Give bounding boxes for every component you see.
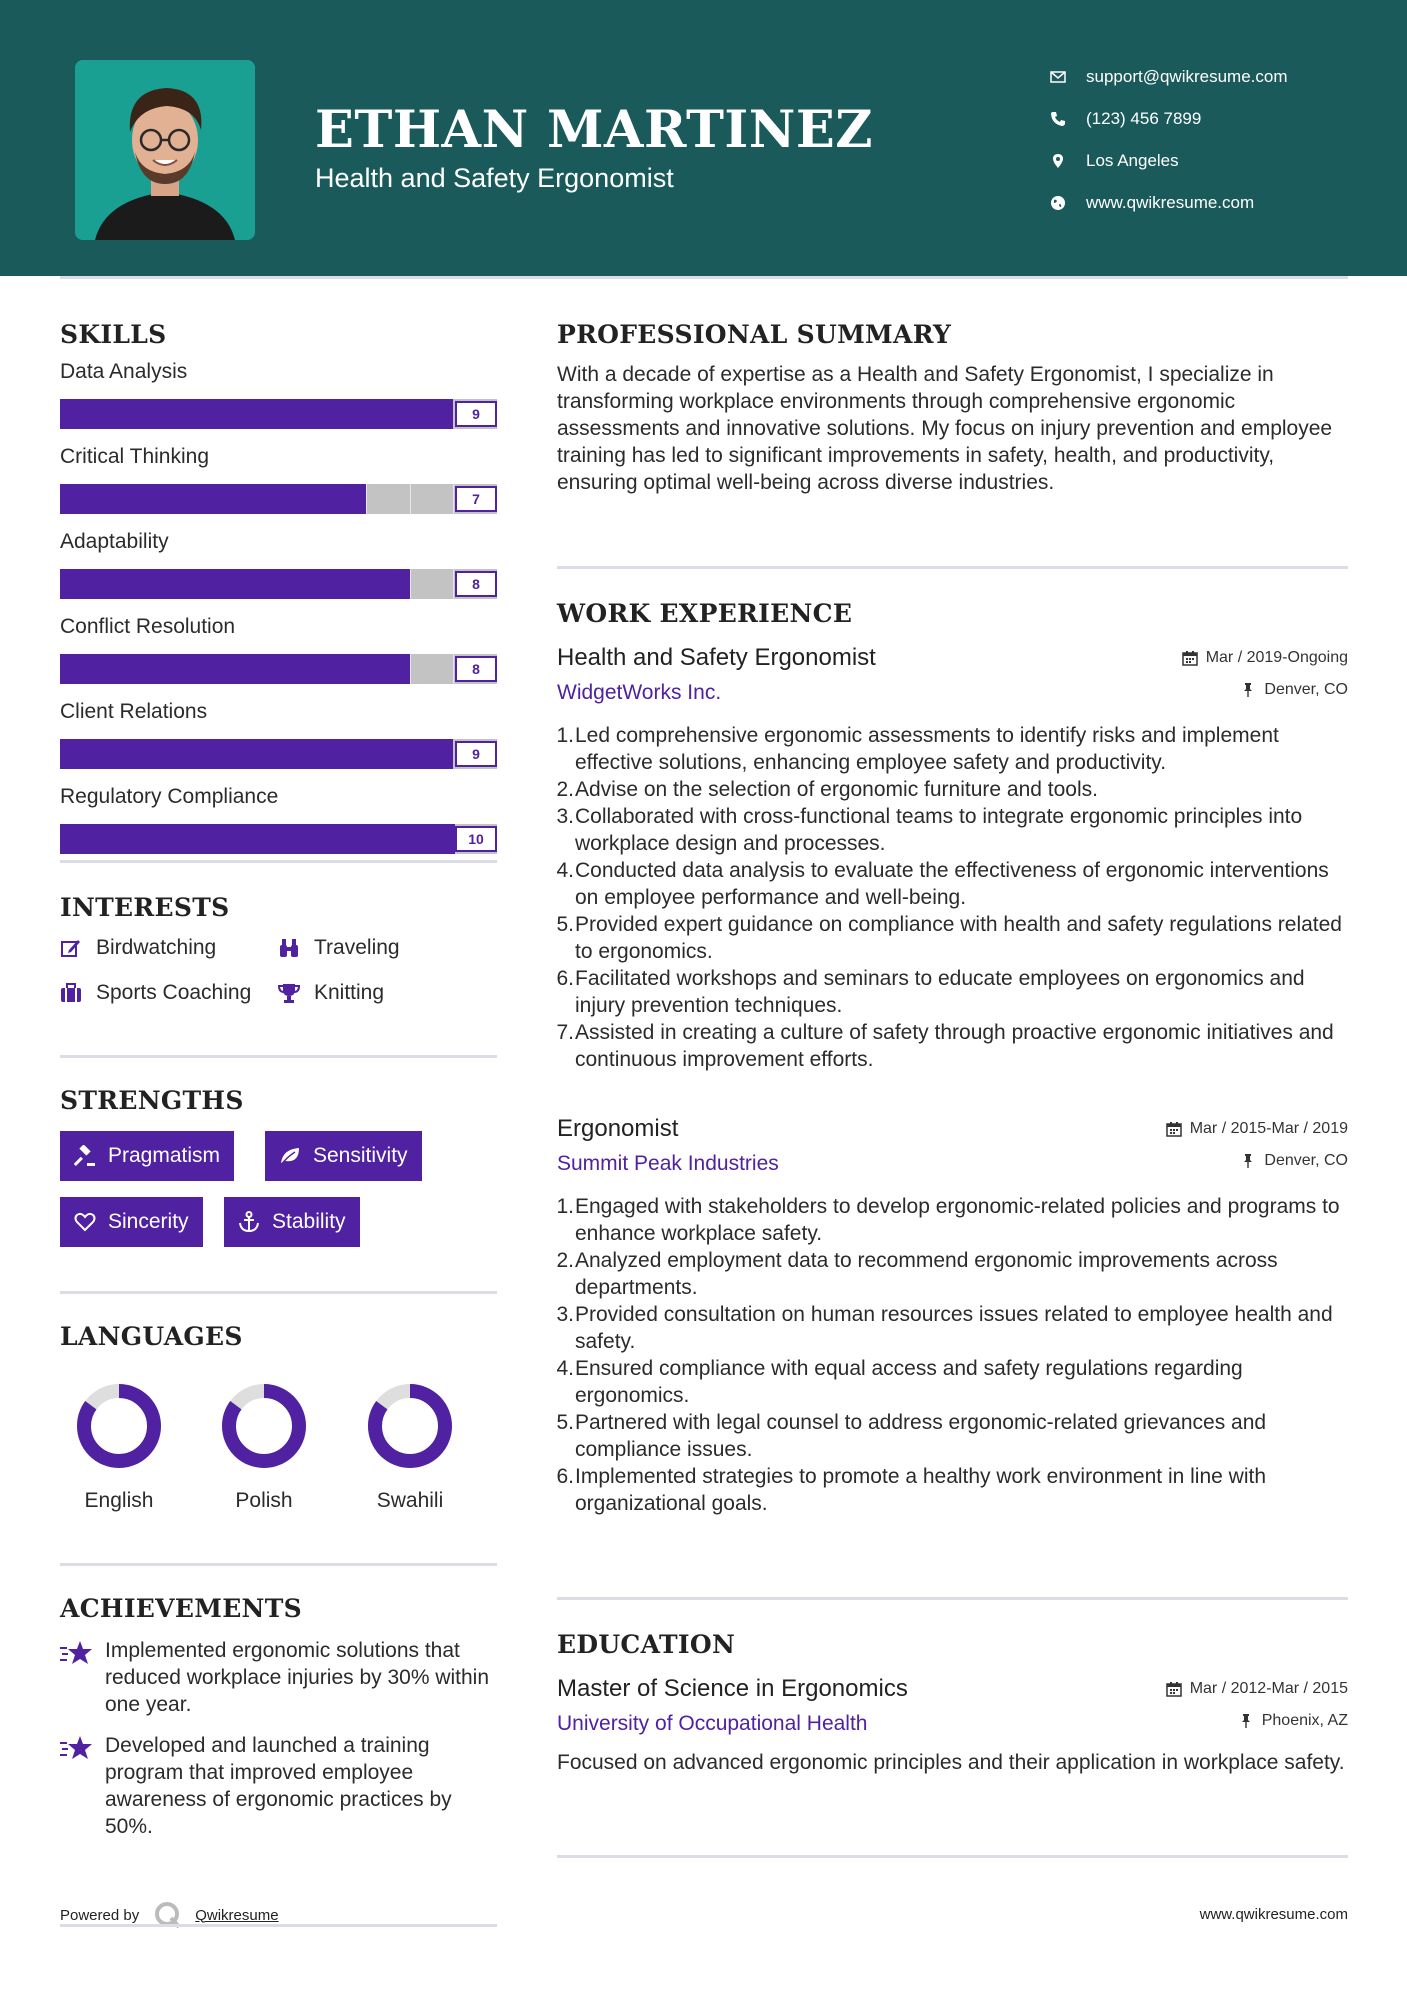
- achievements-list: [60, 1637, 497, 1840]
- education-heading: EDUCATION: [557, 1630, 736, 1659]
- education-header: [557, 1675, 1348, 1739]
- strengths-section: [60, 1058, 497, 1291]
- job-location-text: Denver, CO: [1264, 681, 1348, 698]
- skill-item: [60, 399, 497, 507]
- job-date: [1182, 649, 1348, 667]
- job-date-text: Mar / 2015-Mar / 2019: [1189, 1120, 1348, 1137]
- achievements-heading: ACHIEVEMENTS: [60, 1594, 302, 1623]
- achievement-item: [60, 1732, 497, 1840]
- summary-text: With a decade of expertise as a Health and Safety Ergonomist, I specialize in transforming workplace environments through comprehensive ergonomic assessments and innovative solutions. My focus on injury prevention and employee training has led to significant improvements in safety, health, and productivity, ensuring optimal well-being across diverse industries.: [557, 363, 1333, 494]
- globe-icon: [1050, 195, 1086, 211]
- calendar-icon: [1166, 1121, 1182, 1137]
- responsibility-item: 1. Led comprehensive ergonomic assessments to identify risks and implement effective solutions, enhancing employee safety and productivity.: [556, 724, 1279, 774]
- summary-heading: PROFESSIONAL SUMMARY: [557, 320, 952, 349]
- responsibility-text: Partnered with legal counsel to address ergonomic-related grievances and compliance issues.: [575, 1411, 1267, 1461]
- job-header: [557, 1115, 1348, 1179]
- trophy-icon: [278, 982, 314, 1004]
- responsibility-item: 1. Engaged with stakeholders to develop ergonomic-related policies and programs to enhance workplace safety.: [556, 1195, 1340, 1245]
- interest-traveling: [278, 936, 400, 960]
- person-portrait-icon: [75, 60, 255, 240]
- skill-item: [60, 654, 497, 762]
- responsibility-text: Ensured compliance with equal access and safety regulations regarding ergonomics.: [575, 1357, 1243, 1407]
- gavel-icon: [74, 1145, 108, 1167]
- achievement-text: Implemented ergonomic solutions that reduced workplace injuries by 30% within one year.: [105, 1639, 490, 1716]
- school-name[interactable]: University of Occupational Health: [557, 1712, 868, 1735]
- skill-score: 7: [455, 486, 497, 512]
- footer-url[interactable]: www.qwikresume.com: [1199, 1906, 1348, 1923]
- pushpin-icon: [1238, 1713, 1254, 1729]
- skill-score: 8: [455, 656, 497, 682]
- skill-name: Conflict Resolution: [60, 615, 236, 638]
- responsibility-text: Provided expert guidance on compliance with health and safety regulations related to ergonomics.: [575, 913, 1342, 963]
- skills-heading: SKILLS: [60, 320, 167, 349]
- education-location-text: Phoenix, AZ: [1261, 1712, 1348, 1729]
- responsibility-text: Engaged with stakeholders to develop ergonomic-related policies and programs to enhance workplace safety.: [575, 1195, 1340, 1245]
- responsibility-item: 3. Provided consultation on human resources issues related to employee health and safety.: [556, 1303, 1333, 1353]
- responsibility-item: 4. Ensured compliance with equal access and safety regulations regarding ergonomics.: [556, 1357, 1243, 1407]
- job-title: Ergonomist: [557, 1115, 679, 1142]
- contact-location: [1050, 140, 1288, 182]
- envelope-icon: [1050, 69, 1086, 85]
- contact-location-text: Los Angeles: [1086, 151, 1179, 170]
- header-divider: [60, 276, 1348, 279]
- responsibility-item: 3. Collaborated with cross-functional teams to integrate ergonomic principles into workplace design and processes.: [556, 805, 1303, 855]
- job-location: [1240, 1152, 1348, 1170]
- interests-section: [60, 863, 497, 1055]
- job-company[interactable]: Summit Peak Industries: [557, 1152, 779, 1175]
- contact-website-text: www.qwikresume.com: [1086, 193, 1255, 212]
- skill-item: [60, 569, 497, 677]
- binoculars-icon: [278, 937, 314, 959]
- interest-label: Knitting: [314, 981, 385, 1004]
- skills-list: [60, 314, 497, 847]
- languages-section: [60, 1294, 497, 1563]
- responsibility-text: Assisted in creating a culture of safety through proactive ergonomic initiatives and continuous improvement efforts.: [575, 1021, 1334, 1071]
- interest-label: Sports Coaching: [96, 981, 252, 1004]
- responsibility-text: Collaborated with cross-functional teams to integrate ergonomic principles into workplace design and processes.: [575, 805, 1303, 855]
- achievements-section: [60, 1566, 497, 1840]
- strength-badge-sincerity: [60, 1197, 203, 1247]
- responsibility-item: 5. Provided expert guidance on compliance with health and safety regulations related to ergonomics.: [556, 913, 1342, 963]
- contact-phone[interactable]: [1050, 98, 1288, 140]
- skill-score: 9: [455, 741, 497, 767]
- contact-website[interactable]: [1050, 182, 1288, 224]
- interest-label: Traveling: [314, 936, 400, 959]
- skill-name: Critical Thinking: [60, 445, 209, 468]
- strengths-heading: STRENGTHS: [60, 1086, 244, 1115]
- interest-sports-coaching: [60, 981, 251, 1005]
- language-level-donut: [74, 1381, 164, 1471]
- language-name: Swahili: [376, 1489, 444, 1512]
- strength-badge-pragmatism: [60, 1131, 234, 1181]
- interest-label: Birdwatching: [96, 936, 217, 959]
- job-date: [1166, 1120, 1348, 1138]
- job-entry: [557, 1115, 1348, 1517]
- briefcase-icon: [60, 982, 96, 1004]
- contact-list: [1050, 56, 1288, 224]
- section-divider: [557, 1855, 1348, 1858]
- language-item: [209, 1381, 319, 1513]
- job-responsibilities: [557, 1193, 1348, 1517]
- experience-heading: WORK EXPERIENCE: [557, 599, 853, 628]
- strength-label: Sincerity: [108, 1210, 189, 1233]
- profile-photo: [75, 60, 255, 240]
- contact-email-text: support@qwikresume.com: [1086, 67, 1288, 86]
- responsibility-item: 6. Implemented strategies to promote a healthy work environment in line with organizational goals.: [556, 1465, 1267, 1515]
- skill-name: Regulatory Compliance: [60, 785, 279, 808]
- education-date-text: Mar / 2012-Mar / 2015: [1189, 1680, 1348, 1697]
- strength-label: Pragmatism: [108, 1144, 221, 1167]
- responsibility-item: 6. Facilitated workshops and seminars to educate employees on ergonomics and injury prevention techniques.: [556, 967, 1305, 1017]
- interests-grid: [60, 936, 497, 1026]
- languages-heading: LANGUAGES: [60, 1322, 243, 1351]
- education-date: [1166, 1680, 1348, 1698]
- job-location: [1240, 681, 1348, 699]
- interest-birdwatching: [60, 936, 216, 960]
- education-section: [557, 1600, 1348, 1855]
- strength-label: Stability: [272, 1210, 346, 1233]
- degree-title: Master of Science in Ergonomics: [557, 1675, 908, 1702]
- strength-label: Sensitivity: [313, 1144, 408, 1167]
- interest-knitting: [278, 981, 384, 1005]
- job-title: Health and Safety Ergonomist: [557, 644, 876, 671]
- interests-heading: INTERESTS: [60, 893, 230, 922]
- left-column: [60, 320, 497, 1840]
- language-item: [64, 1381, 174, 1513]
- anchor-icon: [238, 1211, 272, 1233]
- calendar-icon: [1182, 650, 1198, 666]
- skill-item: [60, 314, 497, 422]
- powered-by-label: Powered by: [60, 1906, 140, 1924]
- language-name: English: [84, 1489, 154, 1512]
- responsibility-text: Implemented strategies to promote a healthy work environment in line with organizational goals.: [575, 1465, 1267, 1515]
- skill-bar: [60, 824, 497, 854]
- responsibility-item: 4. Conducted data analysis to evaluate the effectiveness of ergonomic interventions on employee performance and well-being.: [556, 859, 1329, 909]
- skill-bar-fill: [60, 824, 455, 854]
- skill-name: Adaptability: [60, 530, 169, 553]
- star-award-icon: [60, 1639, 94, 1667]
- strengths-list: [60, 1131, 497, 1251]
- skill-score: 9: [455, 401, 497, 427]
- responsibility-item: 2. Advise on the selection of ergonomic furniture and tools.: [556, 778, 1098, 801]
- responsibility-text: Provided consultation on human resources issues related to employee health and safety.: [575, 1303, 1333, 1353]
- resume-header: [0, 0, 1407, 276]
- strength-badge-stability: [224, 1197, 360, 1247]
- responsibility-text: Conducted data analysis to evaluate the effectiveness of ergonomic interventions on employee performance and well-being.: [575, 859, 1329, 909]
- responsibility-item: 2. Analyzed employment data to recommend ergonomic improvements across departments.: [556, 1249, 1278, 1299]
- skill-item: [60, 484, 497, 592]
- star-award-icon: [60, 1734, 94, 1762]
- responsibility-item: 5. Partnered with legal counsel to address ergonomic-related grievances and compliance issues.: [556, 1411, 1267, 1461]
- job-location-text: Denver, CO: [1264, 1152, 1348, 1169]
- language-level-donut: [365, 1381, 455, 1471]
- footer-divider: [60, 1924, 497, 1927]
- language-item: [355, 1381, 465, 1513]
- summary-section: [557, 320, 1348, 566]
- pushpin-icon: [1240, 1153, 1256, 1169]
- languages-list: [60, 1381, 497, 1541]
- education-location: [1238, 1712, 1348, 1730]
- achievement-text: Developed and launched a training program that improved employee awareness of ergonomic practices by 50%.: [105, 1734, 452, 1838]
- calendar-icon: [1166, 1681, 1182, 1697]
- pushpin-icon: [1240, 682, 1256, 698]
- language-level-donut: [219, 1381, 309, 1471]
- contact-phone-text: (123) 456 7899: [1086, 109, 1202, 128]
- skills-section: [60, 320, 497, 860]
- experience-section: [557, 569, 1348, 1597]
- achievement-item: [60, 1637, 497, 1718]
- job-date-text: Mar / 2019-Ongoing: [1205, 649, 1348, 666]
- language-name: Polish: [235, 1489, 293, 1512]
- location-pin-icon: [1050, 153, 1086, 169]
- leaf-icon: [279, 1145, 313, 1167]
- candidate-name: ETHAN MARTINEZ: [315, 100, 873, 160]
- heart-icon: [74, 1211, 108, 1233]
- skill-name: Data Analysis: [60, 360, 188, 383]
- phone-icon: [1050, 111, 1086, 127]
- responsibility-text: Analyzed employment data to recommend ergonomic improvements across departments.: [575, 1249, 1278, 1299]
- candidate-title: Health and Safety Ergonomist: [315, 163, 674, 193]
- skill-item: [60, 739, 497, 847]
- job-company[interactable]: WidgetWorks Inc.: [557, 681, 722, 704]
- job-responsibilities: [557, 722, 1348, 1073]
- edit-icon: [60, 937, 96, 959]
- education-description: Focused on advanced ergonomic principles and their application in workplace safety.: [557, 1751, 1345, 1774]
- responsibility-text: Led comprehensive ergonomic assessments to identify risks and implement effective solutions, enhancing employee safety and productivity.: [575, 724, 1279, 774]
- skill-score: 8: [455, 571, 497, 597]
- job-entry: [557, 644, 1348, 1073]
- job-header: [557, 644, 1348, 708]
- responsibility-text: Facilitated workshops and seminars to educate employees on ergonomics and injury prevention techniques.: [575, 967, 1305, 1017]
- skill-score: 10: [455, 826, 497, 852]
- responsibility-text: Advise on the selection of ergonomic furniture and tools.: [575, 778, 1098, 801]
- skill-name: Client Relations: [60, 700, 208, 723]
- strength-badge-sensitivity: [265, 1131, 422, 1181]
- right-column: [557, 320, 1348, 1858]
- responsibility-item: 7. Assisted in creating a culture of safety through proactive ergonomic initiatives and continuous improvement efforts.: [556, 1021, 1334, 1071]
- contact-email[interactable]: [1050, 56, 1288, 98]
- qwikresume-link[interactable]: Qwikresume: [195, 1906, 279, 1924]
